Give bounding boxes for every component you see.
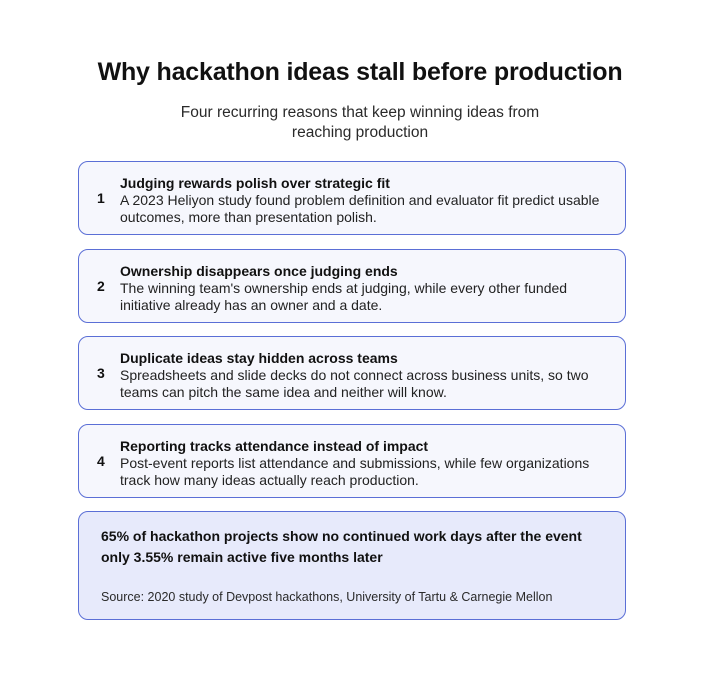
stat-line-active-later: only 3.55% remain active five months later: [101, 549, 383, 565]
page-title: Why hackathon ideas stall before production: [97, 58, 623, 86]
reason-description: Spreadsheets and slide decks do not connect across business units, so two teams can pitch the same idea and neither will know.: [120, 367, 589, 400]
source-citation: Source: 2020 study of Devpost hackathons, University of Tartu & Carnegie Mellon: [101, 590, 553, 604]
reason-heading: Duplicate ideas stay hidden across teams: [120, 350, 398, 366]
reason-number: 1: [97, 190, 105, 206]
reason-number: 3: [97, 365, 105, 381]
reason-heading: Reporting tracks attendance instead of impact: [120, 438, 429, 454]
reason-description: The winning team's ownership ends at judging, while every other funded initiative already has an owner and a date.: [120, 280, 568, 313]
reason-card-3: [78, 336, 626, 410]
reason-heading: Judging rewards polish over strategic fit: [120, 175, 390, 191]
reason-number: 4: [97, 453, 105, 469]
statistics-card: [78, 511, 626, 620]
reason-card-2: [78, 249, 626, 323]
reason-number: 2: [97, 278, 105, 294]
stat-line-continued-work: 65% of hackathon projects show no continued work days after the event: [101, 528, 582, 544]
page-subtitle: Four recurring reasons that keep winning ideas from reaching production: [180, 104, 540, 141]
reason-card-1: [78, 161, 626, 235]
reason-description: A 2023 Heliyon study found problem definition and evaluator fit predict usable outcomes, more than presentation polish.: [120, 192, 600, 225]
reason-heading: Ownership disappears once judging ends: [120, 263, 398, 279]
reason-card-4: [78, 424, 626, 498]
reason-description: Post-event reports list attendance and submissions, while few organizations track how many ideas actually reach production.: [120, 455, 590, 488]
